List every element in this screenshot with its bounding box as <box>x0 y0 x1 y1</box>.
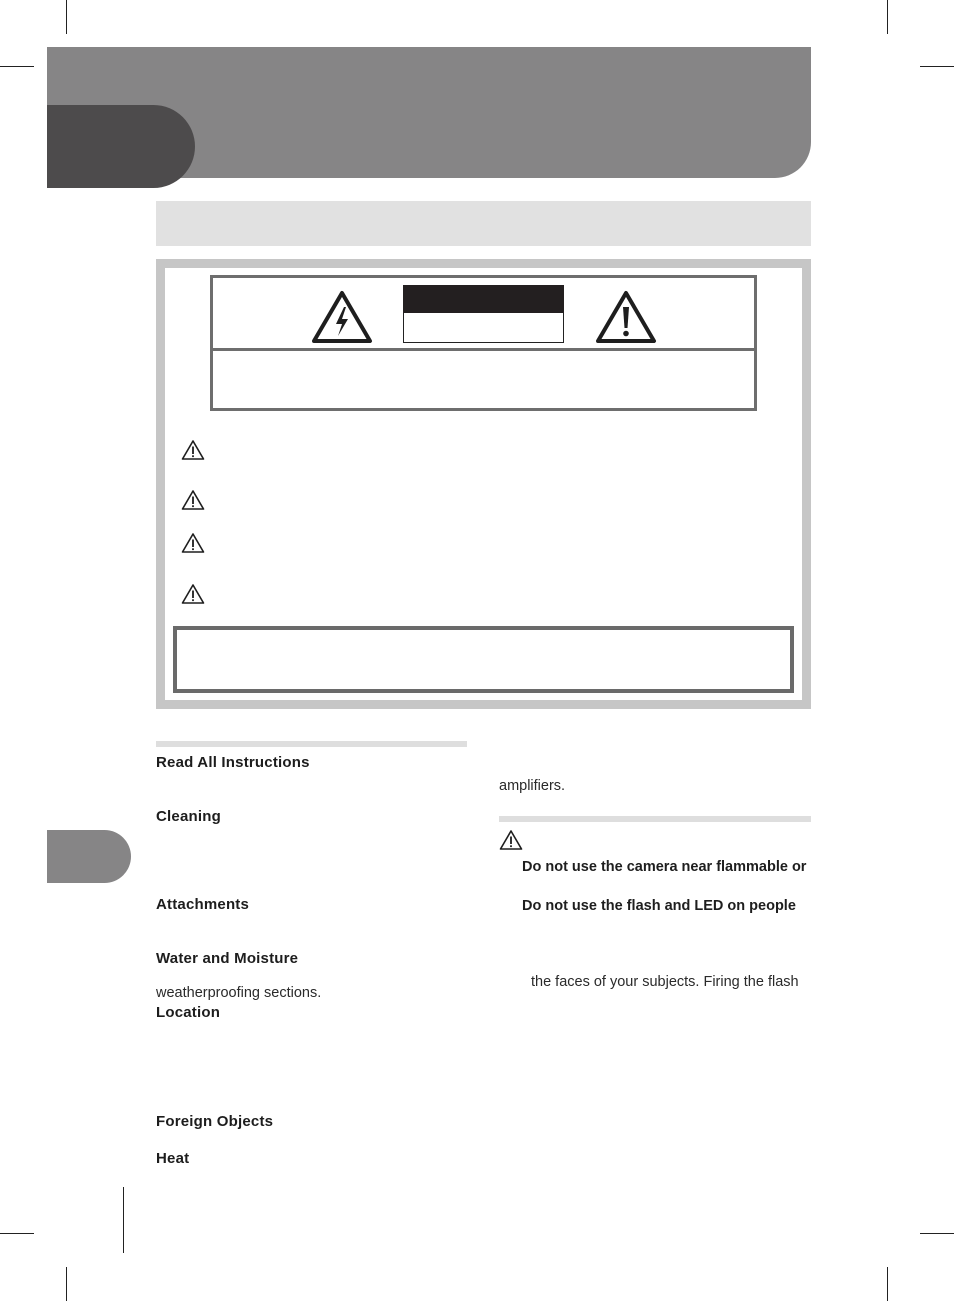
body-text-faces: the faces of your subjects. Firing the flash <box>531 974 799 990</box>
exclamation-warning-icon <box>595 290 657 344</box>
heading-location: Location <box>156 1004 221 1021</box>
small-warning-icon <box>499 829 523 851</box>
crop-mark <box>0 1233 34 1234</box>
chapter-tab <box>47 105 195 188</box>
small-warning-icon <box>181 439 205 461</box>
heading-heat: Heat <box>156 1150 190 1167</box>
caution-label-bar <box>403 285 564 313</box>
crop-mark <box>920 1233 954 1234</box>
warning-flash-led: Do not use the flash and LED on people <box>522 898 796 914</box>
crop-mark <box>0 66 34 67</box>
crop-mark <box>920 66 954 67</box>
section-rule-right <box>499 816 811 822</box>
crop-mark <box>887 0 888 34</box>
heading-foreign-objects: Foreign Objects <box>156 1113 274 1130</box>
heading-cleaning: Cleaning <box>156 808 221 825</box>
crop-mark <box>123 1187 124 1253</box>
heading-water-and-moisture: Water and Moisture <box>156 950 299 967</box>
notice-box <box>173 626 794 693</box>
heading-read-all-instructions: Read All Instructions <box>156 754 310 771</box>
crop-mark <box>66 1267 67 1301</box>
section-subtitle-band <box>156 201 811 246</box>
small-warning-icon <box>181 489 205 511</box>
body-text-amplifiers: amplifiers. <box>499 778 566 794</box>
lightning-warning-icon <box>311 290 373 344</box>
crop-mark <box>66 0 67 34</box>
crop-mark <box>887 1267 888 1301</box>
heading-attachments: Attachments <box>156 896 250 913</box>
side-tab <box>47 830 131 883</box>
caution-box-divider <box>210 348 757 351</box>
warning-flammable: Do not use the camera near flammable or <box>522 859 807 875</box>
body-text-weatherproofing: weatherproofing sections. <box>156 985 322 1001</box>
small-warning-icon <box>181 532 205 554</box>
section-rule-left <box>156 741 467 747</box>
small-warning-icon <box>181 583 205 605</box>
